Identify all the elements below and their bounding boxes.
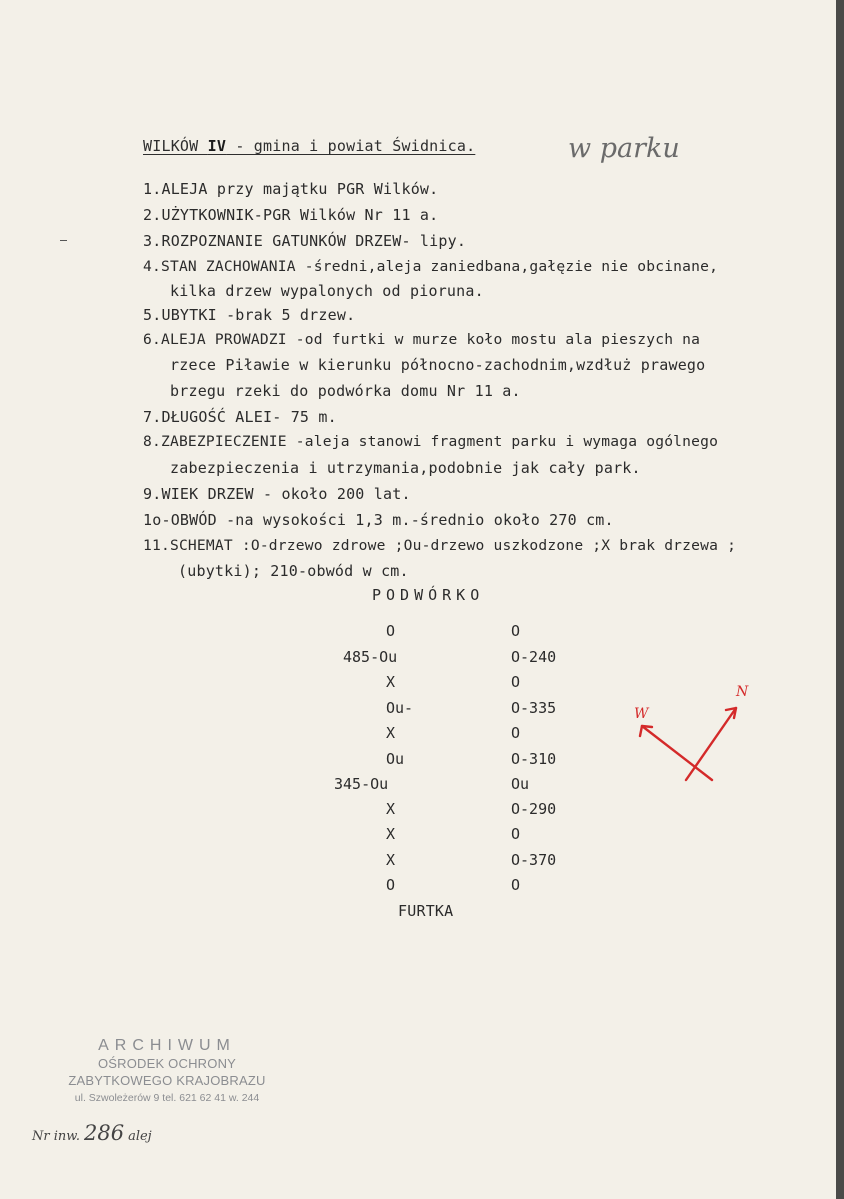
document-title xyxy=(143,137,475,155)
schema-right-2: O-240 xyxy=(511,648,557,666)
schema-heading: PODWÓRKO xyxy=(372,586,485,604)
schema-left-11: O xyxy=(386,876,396,894)
item-10: 1o-OBWÓD -na wysokości 1,3 m.-średnio około 270 cm. xyxy=(143,511,614,529)
schema-right-3: O xyxy=(511,673,521,691)
schema-right-7: Ou xyxy=(511,775,530,793)
inventory-number: 286 xyxy=(83,1121,125,1145)
item-1: 1.ALEJA przy majątku PGR Wilków. xyxy=(143,180,439,198)
inventory-note xyxy=(32,1121,152,1145)
schema-left-1: O xyxy=(386,622,396,640)
item-6: 6.ALEJA PROWADZI -od furtki w murze koło mostu ala pieszych na xyxy=(143,331,701,348)
stamp-line-4: ul. Szwoleżerów 9 tel. 621 62 41 w. 244 xyxy=(74,1092,260,1104)
west-label: W xyxy=(634,706,649,722)
schema-right-6: O-310 xyxy=(511,750,557,768)
margin-mark xyxy=(60,240,67,241)
item-6-continuation-2: brzegu rzeki do podwórka domu Nr 11 a. xyxy=(170,382,521,400)
item-2: 2.UŻYTKOWNIK-PGR Wilków Nr 11 a. xyxy=(143,206,439,224)
schema-footer: FURTKA xyxy=(398,902,454,920)
schema-right-1: O xyxy=(511,622,521,640)
schema-left-2: 485-Ou xyxy=(343,648,398,666)
item-3: 3.ROZPOZNANIE GATUNKÓW DRZEW- lipy. xyxy=(143,232,467,250)
item-4: 4.STAN ZACHOWANIA -średni,aleja zaniedbana,gałęzie nie obcinane, xyxy=(143,258,719,275)
title-roman-numeral: IV xyxy=(207,137,227,155)
schema-right-5: O xyxy=(511,724,521,742)
north-arrow-shaft xyxy=(686,708,736,780)
archive-stamp xyxy=(62,1037,272,1106)
item-9: 9.WIEK DRZEW - około 200 lat. xyxy=(143,485,411,503)
inventory-prefix: Nr inw. xyxy=(32,1129,80,1144)
item-6-continuation-1: rzece Piławie w kierunku północno-zachodnim,wzdłuż prawego xyxy=(170,356,706,374)
schema-left-4: Ou- xyxy=(386,699,414,717)
schema-left-3: X xyxy=(386,673,396,691)
stamp-line-3: ZABYTKOWEGO KRAJOBRAZU xyxy=(68,1073,266,1088)
north-label: N xyxy=(736,684,749,700)
item-8-continuation: zabezpieczenia i utrzymania,podobnie jak cały park. xyxy=(170,459,641,477)
item-4-continuation: kilka drzew wypalonych od pioruna. xyxy=(170,282,484,300)
schema-left-9: X xyxy=(386,825,396,843)
title-prefix: WILKÓW xyxy=(143,137,208,155)
stamp-line-2: OŚRODEK OCHRONY xyxy=(97,1056,237,1071)
schema-right-8: O-290 xyxy=(511,800,557,818)
compass-sketch xyxy=(620,672,760,792)
item-8: 8.ZABEZPIECZENIE -aleja stanowi fragment parku i wymaga ogólnego xyxy=(143,433,719,450)
stamp-line-1: ARCHIWUM xyxy=(98,1037,236,1054)
item-7: 7.DŁUGOŚĆ ALEI- 75 m. xyxy=(143,408,337,426)
schema-left-7: 345-Ou xyxy=(334,775,389,793)
west-arrow-shaft xyxy=(642,726,712,780)
schema-right-4: O-335 xyxy=(511,699,557,717)
item-11-continuation: (ubytki); 210-obwód w cm. xyxy=(178,562,409,580)
schema-right-9: O xyxy=(511,825,521,843)
schema-right-10: O-370 xyxy=(511,851,557,869)
schema-left-6: Ou xyxy=(386,750,405,768)
schema-left-5: X xyxy=(386,724,396,742)
item-11: 11.SCHEMAT :O-drzewo zdrowe ;Ou-drzewo uszkodzone ;X brak drzewa ; xyxy=(143,537,737,554)
schema-right-11: O xyxy=(511,876,521,894)
schema-left-8: X xyxy=(386,800,396,818)
schema-left-10: X xyxy=(386,851,396,869)
inventory-suffix: alej xyxy=(128,1129,152,1144)
title-suffix: - gmina i powiat Świdnica. xyxy=(226,137,476,155)
handwritten-note: w parku xyxy=(568,133,680,164)
item-5: 5.UBYTKI -brak 5 drzew. xyxy=(143,306,356,324)
